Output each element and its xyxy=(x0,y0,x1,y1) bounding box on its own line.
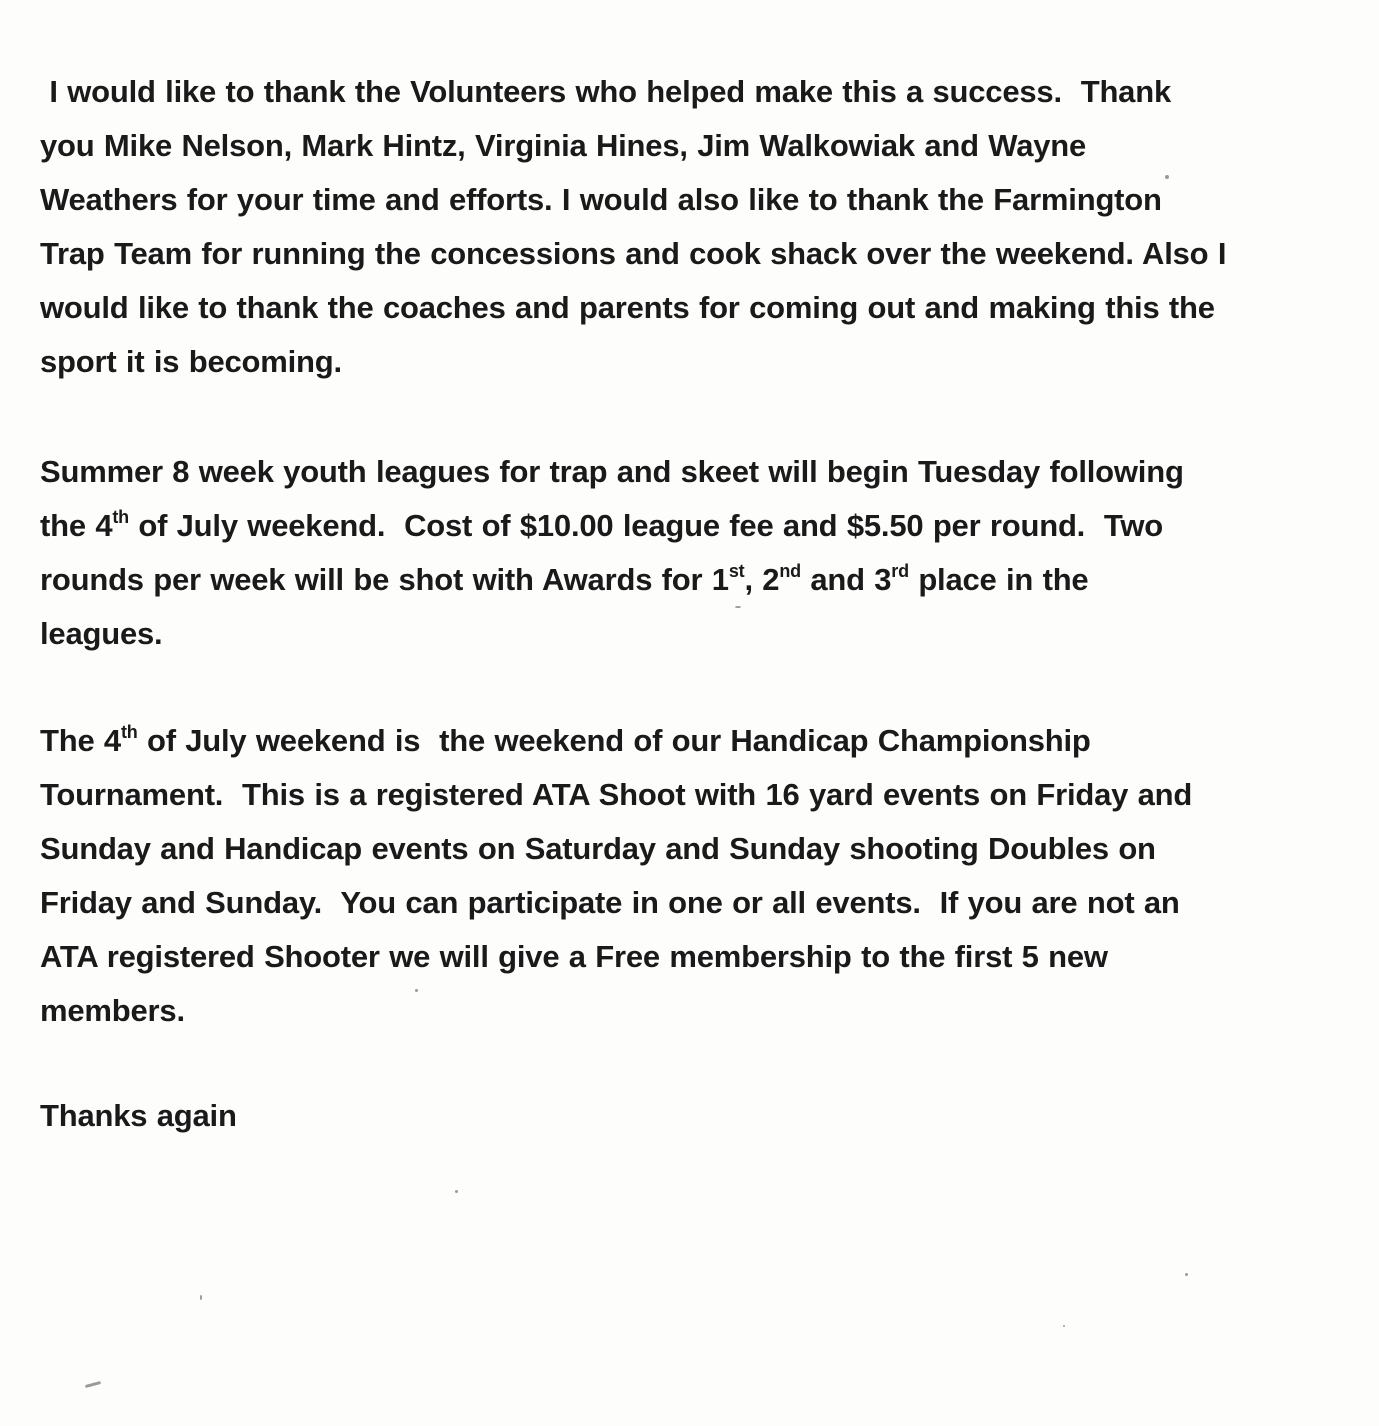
text-fragment: the 4 xyxy=(40,508,113,543)
text-line: sport it is becoming. xyxy=(40,344,342,379)
ordinal-suffix: st xyxy=(728,560,745,581)
text-line: you Mike Nelson, Mark Hintz, Virginia Hines, Jim Walkowiak and Wayne xyxy=(40,128,1087,163)
scan-speck xyxy=(735,606,741,608)
ordinal-suffix: th xyxy=(120,721,138,742)
ordinal-suffix: nd xyxy=(779,560,801,581)
ordinal-suffix: rd xyxy=(891,560,909,581)
text-fragment: rounds per week will be shot with Awards for 1 xyxy=(40,562,729,597)
scan-speck xyxy=(1063,1325,1065,1327)
text-fragment: and 3 xyxy=(800,562,892,597)
text-line: Trap Team for running the concessions and cook shack over the weekend. Also I xyxy=(40,236,1227,271)
text-line xyxy=(40,714,1340,768)
text-fragment: The 4 xyxy=(40,723,121,758)
scan-speck xyxy=(85,1381,101,1388)
handicap-tournament-paragraph xyxy=(40,714,1340,1038)
scan-speck xyxy=(200,1295,202,1300)
text-line: Weathers for your time and efforts. I would also like to thank the Farmington xyxy=(40,182,1162,217)
text-line: ATA registered Shooter we will give a Free membership to the first 5 new xyxy=(40,939,1108,974)
text-line xyxy=(40,499,1340,553)
ordinal-suffix: th xyxy=(112,506,129,527)
closing-text: Thanks again xyxy=(40,1098,237,1133)
text-line: Summer 8 week youth leagues for trap and skeet will begin Tuesday following xyxy=(40,454,1184,489)
scan-speck xyxy=(1165,175,1169,179)
text-line: would like to thank the coaches and parents for coming out and making this the xyxy=(40,290,1215,325)
closing-signoff xyxy=(40,1089,1340,1143)
text-line: members. xyxy=(40,993,185,1028)
text-line xyxy=(40,553,1340,607)
text-line: Tournament. This is a registered ATA Shoot with 16 yard events on Friday and xyxy=(40,777,1193,812)
scan-speck xyxy=(415,989,418,992)
text-line: Friday and Sunday. You can participate in one or all events. If you are not an xyxy=(40,885,1180,920)
text-line: I would like to thank the Volunteers who helped make this a success. Thank xyxy=(40,74,1171,109)
text-fragment: , 2 xyxy=(744,562,780,597)
scan-speck xyxy=(1185,1273,1188,1276)
volunteer-thanks-paragraph xyxy=(40,65,1340,389)
text-fragment: place in the xyxy=(908,562,1089,597)
text-fragment: of July weekend. Cost of $10.00 league fee and $5.50 per round. Two xyxy=(128,508,1164,543)
text-fragment: of July weekend is the weekend of our Handicap Championship xyxy=(137,723,1091,758)
text-line: leagues. xyxy=(40,616,163,651)
scan-speck xyxy=(455,1190,458,1193)
text-line: Sunday and Handicap events on Saturday and Sunday shooting Doubles on xyxy=(40,831,1156,866)
summer-leagues-paragraph xyxy=(40,445,1340,661)
